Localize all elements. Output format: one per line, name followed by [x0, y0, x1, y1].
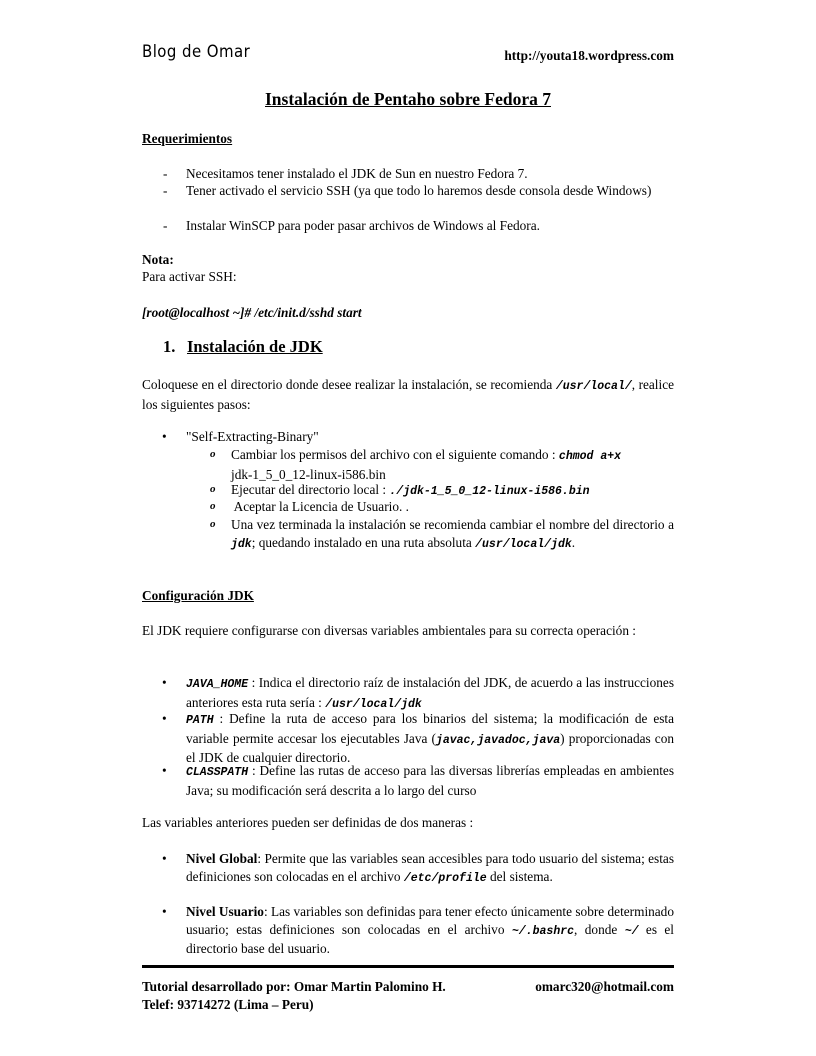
section1-number: 1.: [163, 337, 176, 356]
step-4: [231, 516, 674, 553]
path-code-java: javac,javadoc,java: [435, 733, 561, 747]
java-home-text: : Indica el directorio raíz de instalación del JDK, de acuerdo a las instrucciones anteriores esta ruta sería :: [186, 675, 674, 710]
step-4-code-b: /usr/local/jdk: [475, 537, 572, 551]
requirement-item: Necesitamos tener instalado el JDK de Sun en nuestro Fedora 7.: [186, 166, 528, 181]
var-path: [186, 710, 674, 767]
path-code: PATH: [186, 714, 214, 727]
note-text: Para activar SSH:: [142, 269, 237, 284]
java-home-code: JAVA_HOME: [186, 678, 249, 691]
path-text: : Define la ruta de acceso para los binarios del sistema; la modificación de esta variable permite accesar los ejecutables Java (: [186, 711, 674, 746]
var-java-home: [186, 674, 674, 713]
self-extracting-item: "Self-Extracting-Binary": [186, 429, 319, 444]
note-heading: Nota:: [142, 252, 174, 267]
level-user-label: Nivel Usuario: [186, 904, 264, 919]
bullet-dot: •: [162, 904, 167, 919]
dash-bullet: -: [163, 218, 168, 233]
level-global-label: Nivel Global: [186, 851, 258, 866]
classpath-code: CLASSPATH: [186, 766, 249, 779]
footer-divider: [142, 965, 674, 968]
bullet-dot: •: [162, 429, 167, 444]
circle-bullet: o: [210, 483, 216, 495]
classpath-text: : Define las rutas de acceso para las diversas librerías empleadas en ambientes Java; su modificación será descrita a lo largo del curso: [186, 763, 674, 798]
circle-bullet: o: [210, 500, 216, 512]
requirement-item: Instalar WinSCP para poder pasar archivos de Windows al Fedora.: [186, 218, 540, 233]
level-global: [186, 850, 674, 887]
bullet-dot: •: [162, 763, 167, 778]
level-user-code: ~/.bashrc: [511, 924, 575, 938]
config-heading: Configuración JDK: [142, 588, 254, 603]
footer-phone: Telef: 93714272 (Lima – Peru): [142, 997, 314, 1012]
circle-bullet: o: [210, 448, 216, 460]
intro-text: Coloquese en el directorio donde desee realizar la instalación, se recomienda: [142, 377, 553, 392]
footer-author: Tutorial desarrollado por: Omar Martin Palomino H.: [142, 979, 446, 994]
circle-bullet: o: [210, 518, 216, 530]
level-global-code: /etc/profile: [403, 871, 487, 885]
dash-bullet: -: [163, 166, 168, 181]
dash-bullet: -: [163, 183, 168, 198]
note-command: [root@localhost ~]# /etc/init.d/sshd start: [142, 305, 362, 320]
var-classpath: [186, 762, 674, 799]
step-2-code: ./jdk-1_5_0_12-linux-i586.bin: [389, 485, 590, 498]
requirements-heading: Requerimientos: [142, 131, 233, 146]
ways-intro: Las variables anteriores pueden ser definidas de dos maneras :: [142, 815, 474, 830]
bullet-dot: •: [162, 675, 167, 690]
bullet-dot: •: [162, 851, 167, 866]
step-1: [231, 446, 674, 483]
level-user: [186, 903, 674, 958]
section1-intro: [142, 376, 674, 413]
blog-url[interactable]: http://youta18.wordpress.com: [504, 48, 674, 63]
path-text-end: ) proporcionadas con el JDK de cualquier directorio.: [186, 730, 674, 765]
step-4-code-a: jdk: [231, 537, 252, 551]
step-1-code: chmod a+x: [558, 450, 622, 463]
step-1-file: jdk-1_5_0_12-linux-i586.bin: [231, 466, 386, 482]
step-3: Aceptar la Licencia de Usuario. .: [231, 499, 409, 514]
step-2-text: Ejecutar del directorio local :: [231, 482, 390, 497]
level-user-text-b: , donde: [574, 921, 625, 937]
footer-email[interactable]: omarc320@hotmail.com: [535, 979, 674, 994]
config-intro: El JDK requiere configurarse con diversas variables ambientales para su correcta operación :: [142, 623, 636, 638]
bullet-dot: •: [162, 711, 167, 726]
level-global-text-end: del sistema.: [486, 868, 553, 884]
step-4-text-b: ; quedando instalado en una ruta absoluta: [251, 534, 476, 550]
step-4-text-c: .: [571, 534, 576, 550]
requirement-item: Tener activado el servicio SSH (ya que todo lo haremos desde consola desde Windows): [186, 183, 652, 198]
level-user-text-end: es el directorio base del usuario.: [186, 921, 675, 956]
level-user-code2: ~/: [624, 924, 639, 938]
intro-text-end: , realice los siguientes pasos:: [142, 377, 675, 412]
level-global-text: : Permite que las variables sean accesibles para todo usuario del sistema; estas definiciones son colocadas en el archivo: [186, 851, 675, 884]
step-1-text: Cambiar los permisos del archivo con el siguiente comando :: [231, 447, 559, 462]
step-4-text-a: Una vez terminada la instalación se recomienda cambiar el nombre del directorio a: [231, 517, 674, 532]
level-user-text: : Las variables son definidas para tener efecto únicamente sobre determinado usuario; estas definiciones son colocadas en el archivo: [186, 904, 674, 937]
page-title: Instalación de Pentaho sobre Fedora 7: [265, 89, 551, 109]
section1-heading: Instalación de JDK: [187, 337, 323, 356]
blog-name: Blog de Omar: [142, 42, 251, 62]
intro-code: /usr/local/: [555, 380, 632, 393]
java-home-path: /usr/local/jdk: [325, 697, 422, 711]
